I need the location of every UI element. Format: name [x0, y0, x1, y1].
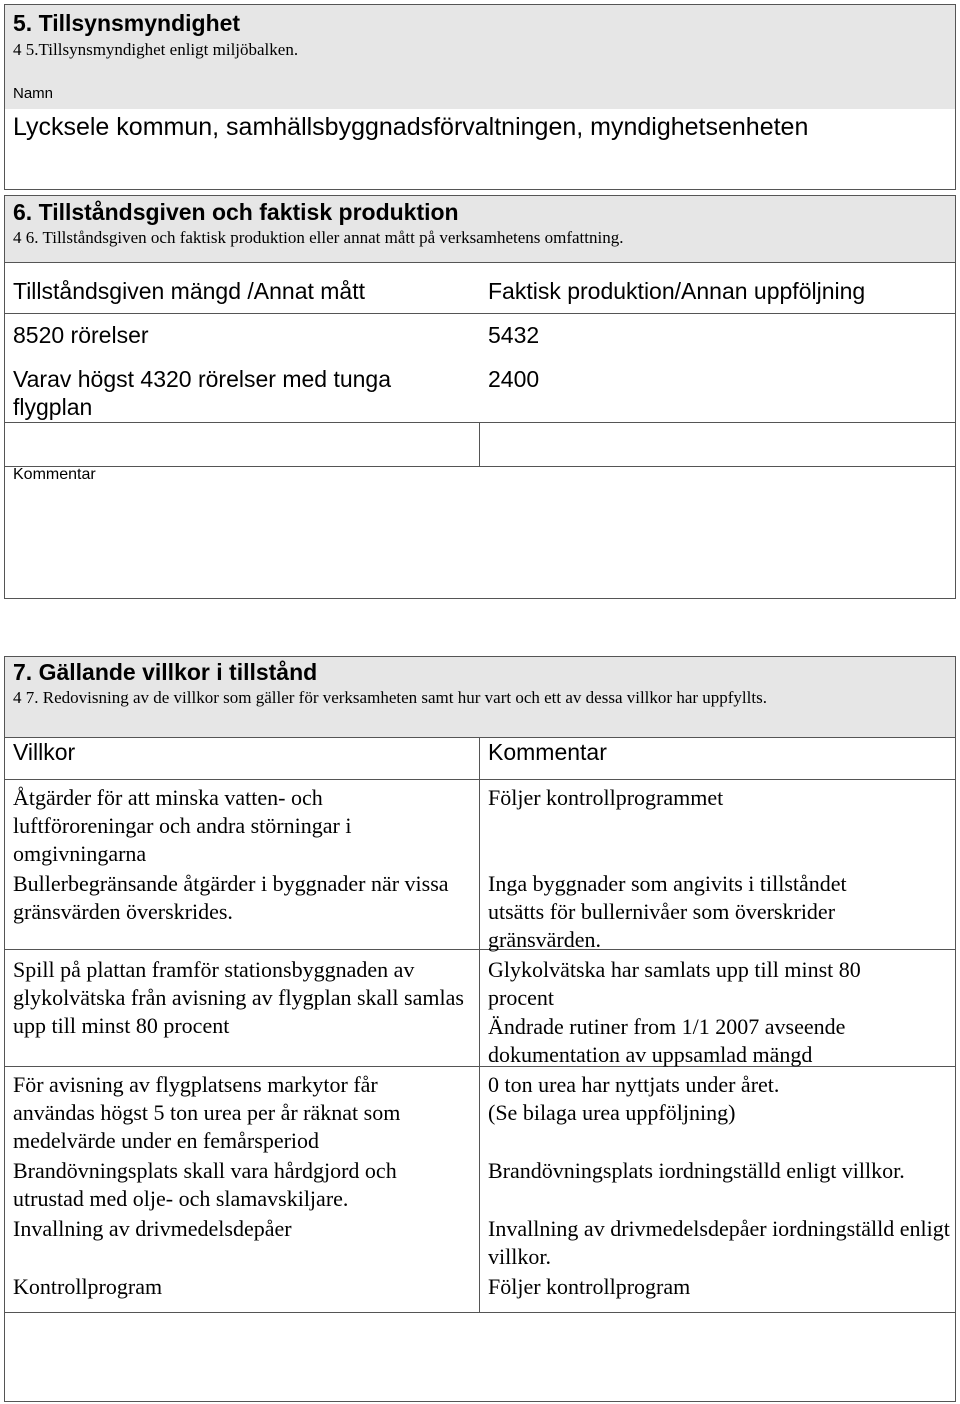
divider [5, 1312, 955, 1313]
section-7-title: 7. Gällande villkor i tillstånd [13, 659, 318, 685]
condition-comment-note: (Se bilaga urea uppföljning) [488, 1100, 736, 1125]
section-6-title: 6. Tillståndsgiven och faktisk produktion [13, 199, 459, 225]
conditions-col2-header: Kommentar [488, 739, 607, 765]
production-cell: Varav högst 4320 rörelser med tunga flygplan [13, 366, 392, 420]
condition-text: Brandövningsplats skall vara hårdgjord och utrustad med olje- och slamavskiljare. [13, 1158, 397, 1211]
production-col2-header: Faktisk produktion/Annan uppföljning [488, 278, 866, 304]
condition-comment: Följer kontrollprogram [488, 1274, 691, 1299]
condition-text: Kontrollprogram [13, 1274, 163, 1299]
production-cell: 5432 [488, 322, 540, 348]
condition-comment: Inga byggnader som angivits i tillståndet utsätts för bullernivåer som överskrider gränsvärden. [488, 871, 847, 952]
production-cell: 2400 [488, 366, 540, 392]
condition-comment-note: Ändrade rutiner from 1/1 2007 avseende dokumentation av uppsamlad mängd [488, 1014, 846, 1067]
divider [5, 466, 955, 467]
name-value: Lycksele kommun, samhällsbyggnadsförvaltningen, myndighetsenheten [13, 113, 809, 141]
comment-label: Kommentar [13, 466, 96, 483]
divider [5, 313, 955, 314]
production-cell: 8520 rörelser [13, 322, 149, 348]
section-7-subtitle: 4 7. Redovisning av de villkor som gäller för verksamheten samt hur vart och ett av dessa villkor har uppfyllts. [13, 688, 767, 707]
condition-text: För avisning av flygplatsens markytor får användas högst 5 ton urea per år räknat som medelvärde under en femårsperiod [13, 1072, 401, 1153]
name-label: Namn [13, 85, 54, 102]
conditions-col1-header: Villkor [13, 739, 76, 765]
column-divider [479, 422, 480, 466]
divider [5, 422, 955, 423]
section-6 [4, 195, 956, 599]
section-7 [4, 656, 956, 1402]
condition-comment: Brandövningsplats iordningställd enligt villkor. [488, 1158, 905, 1183]
section-6-header [5, 196, 955, 262]
section-6-subtitle: 4 6. Tillståndsgiven och faktisk produktion eller annat mått på verksamhetens omfattning. [13, 228, 624, 247]
section-5-title: 5. Tillsynsmyndighet [13, 10, 241, 36]
divider [5, 779, 955, 780]
section-7-header [5, 657, 955, 737]
section-5-header [5, 5, 955, 109]
condition-comment: Följer kontrollprogrammet [488, 785, 724, 810]
section-5 [4, 4, 956, 190]
production-col1-header: Tillståndsgiven mängd /Annat mått [13, 278, 365, 304]
divider [5, 262, 955, 263]
column-divider [479, 737, 480, 1312]
section-5-subtitle: 4 5.Tillsynsmyndighet enligt miljöbalken. [13, 40, 299, 59]
condition-comment: Invallning av drivmedelsdepåer iordningställd enligt villkor. [488, 1216, 950, 1269]
condition-text: Bullerbegränsande åtgärder i byggnader när vissa gränsvärden överskrides. [13, 871, 449, 924]
condition-comment: 0 ton urea har nyttjats under året. [488, 1072, 780, 1097]
divider [5, 737, 955, 738]
condition-comment: Glykolvätska har samlats upp till minst 80 procent [488, 957, 861, 1010]
condition-text: Åtgärder för att minska vatten- och luftföroreningar och andra störningar i omgivningarna [13, 785, 352, 866]
condition-text: Spill på plattan framför stationsbyggnaden av glykolvätska från avisning av flygplan skall samlas upp till minst 80 procent [13, 957, 464, 1038]
condition-text: Invallning av drivmedelsdepåer [13, 1216, 292, 1241]
